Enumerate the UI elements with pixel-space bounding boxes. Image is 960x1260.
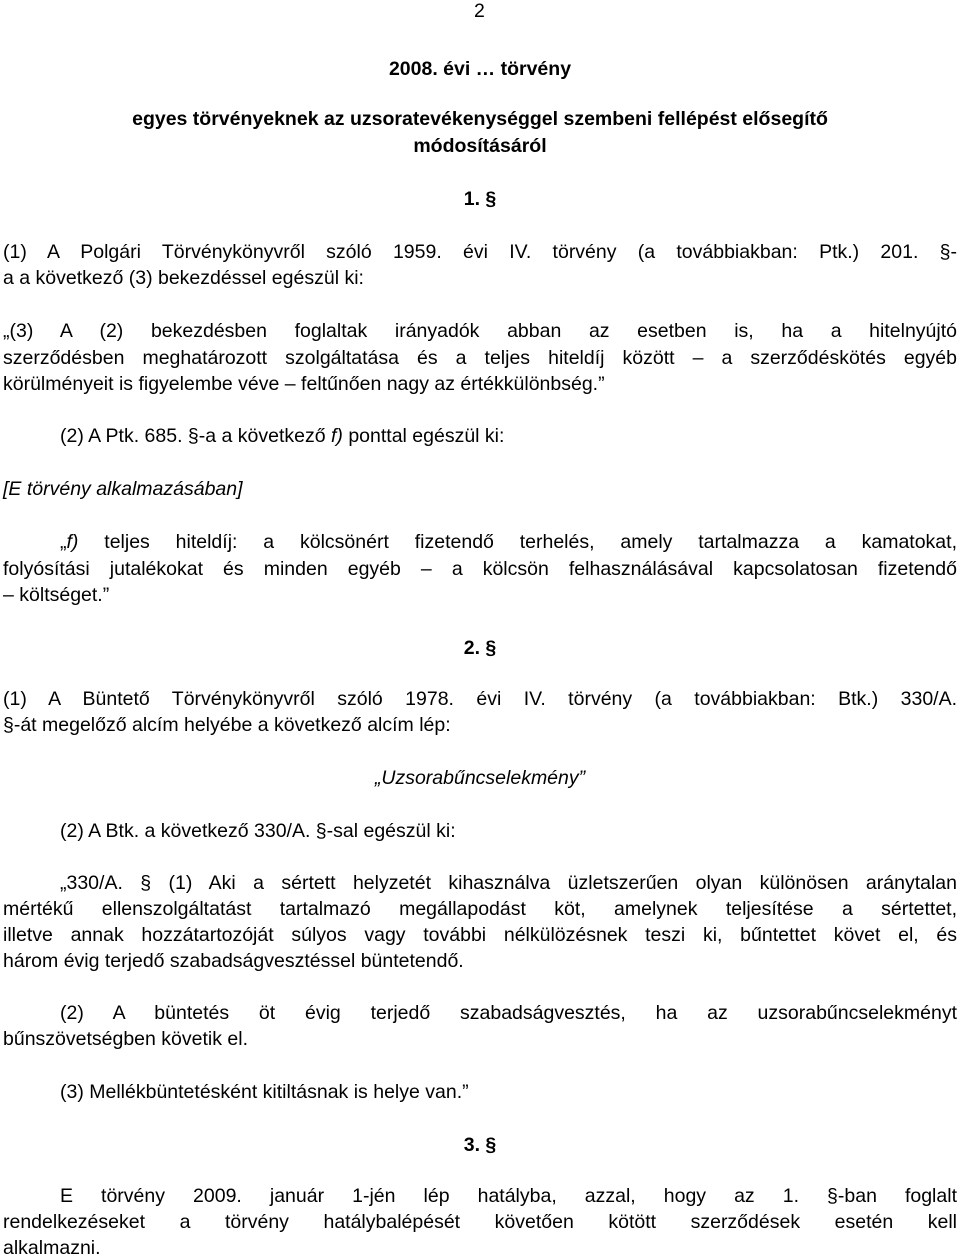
section-1-para-1-line-2: a a következő (3) bekezdéssel egészül ki:	[3, 267, 364, 289]
section-1-para-2-suffix: ponttal egészül ki:	[342, 425, 505, 447]
section-3-line-3: alkalmazni.	[3, 1237, 101, 1259]
subtitle-uzsorabuncselekmeny: „Uzsorabűncselekmény”	[374, 767, 586, 789]
point-f-line-3: – költséget.”	[3, 584, 110, 606]
document-title: 2008. évi … törvény	[388, 58, 572, 80]
section-3-line-1-text: E törvény 2009. január 1-jén lép hatályba, azzal, hogy az 1. §-ban foglalt	[60, 1185, 957, 1207]
article-330a-line-1-text: „330/A. § (1) Aki a sértett helyzetét kihasználva üzletszerűen olyan különösen aránytalan	[60, 872, 957, 894]
section-1-para-2	[60, 425, 504, 448]
article-330a-line-3: illetve annak hozzátartozóját súlyos vagy további nélkülözésnek teszi ki, bűntettet követ el, és	[3, 924, 957, 946]
point-f-quote-mark: „	[60, 531, 67, 553]
section-3-heading: 3. §	[463, 1134, 497, 1156]
section-2-heading: 2. §	[463, 637, 497, 659]
section-2-para-1-line-1: (1) A Büntető Törvénykönyvről szóló 1978. évi IV. törvény (a továbbiakban: Btk.) 330/A.	[3, 688, 957, 710]
article-330a-line-4: három évig terjedő szabadságvesztéssel büntetendő.	[3, 950, 464, 972]
point-f-line-1	[3, 531, 957, 554]
article-330a-para-2-line-1	[3, 1002, 957, 1025]
document-subtitle-line-1: egyes törvényeknek az uzsoratevékenységgel szembeni fellépést elősegítő	[132, 108, 828, 130]
page-number: 2	[474, 0, 485, 22]
article-330a-para-2-line-1-text: (2) A büntetés öt évig terjedő szabadságvesztés, ha az uzsorabűncselekményt	[60, 1002, 957, 1024]
section-2-para-2: (2) A Btk. a következő 330/A. §-sal egészül ki:	[60, 820, 456, 842]
section-1-quote-line-1: „(3) A (2) bekezdésben foglaltak irányadók abban az esetben is, ha a hitelnyújtó	[3, 320, 957, 342]
bracket-note: [E törvény alkalmazásában]	[3, 478, 243, 500]
point-f-line-1-text: teljes hiteldíj: a kölcsönért fizetendő terhelés, amely tartalmazza a kamatokat,	[78, 531, 957, 553]
point-f-line-2: folyósítási jutalékokat és minden egyéb – a kölcsön felhasználásával kapcsolatosan fizetendő	[3, 558, 957, 580]
article-330a-line-2: mértékű ellenszolgáltatást tartalmazó megállapodást köt, amelynek teljesítése a sértettet,	[3, 898, 957, 920]
section-3-line-2: rendelkezéseket a törvény hatálybalépését követően kötött szerződések esetén kell	[3, 1211, 957, 1233]
section-1-heading: 1. §	[463, 188, 497, 210]
article-330a-para-2-line-2: bűnszövetségben követik el.	[3, 1028, 248, 1050]
article-330a-para-3: (3) Mellékbüntetésként kitiltásnak is helye van.”	[60, 1081, 469, 1103]
section-1-para-2-prefix: (2) A Ptk. 685. §-a a következő	[60, 425, 331, 447]
document-subtitle-line-2: módosításáról	[413, 135, 547, 157]
section-1-para-1-line-1: (1) A Polgári Törvénykönyvről szóló 1959. évi IV. törvény (a továbbiakban: Ptk.) 201. §-	[3, 241, 957, 263]
article-330a-line-1	[3, 872, 957, 895]
section-1-para-2-point: f)	[330, 425, 343, 447]
section-1-quote-line-2: szerződésben meghatározott szolgáltatása és a teljes hiteldíj között – a szerződéskötés egyéb	[3, 347, 957, 369]
section-1-quote-line-3: körülményeit is figyelembe véve – feltűnően nagy az értékkülönbség.”	[3, 373, 605, 395]
point-f-label: f)	[66, 531, 79, 553]
section-2-para-1-line-2: §-át megelőző alcím helyébe a következő alcím lép:	[3, 714, 451, 736]
section-3-line-1	[3, 1185, 957, 1208]
